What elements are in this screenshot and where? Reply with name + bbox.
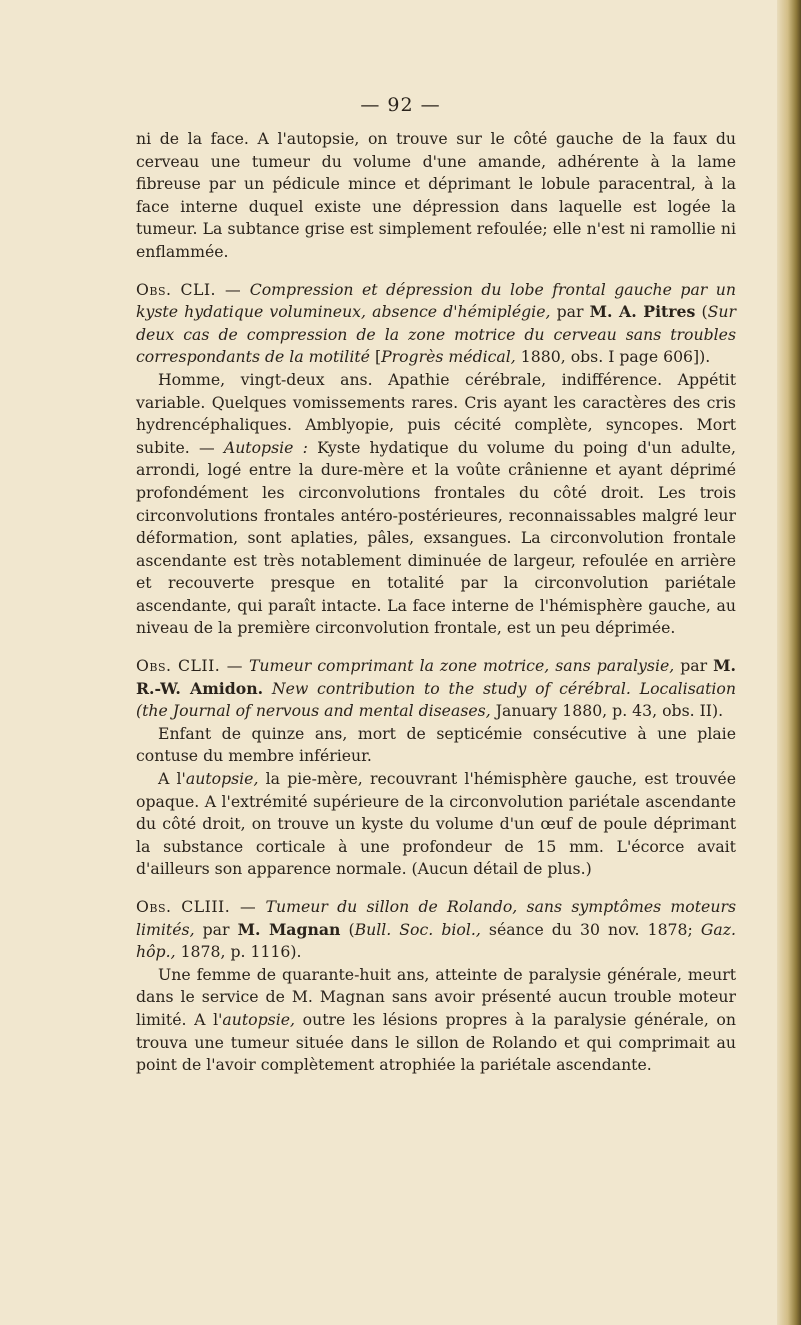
obs-152-heading	[136, 655, 736, 723]
obs-par: par	[556, 302, 584, 322]
obs-label: Obs. CLI. —	[136, 279, 242, 299]
obs-author: M. R.-W. Amidon.	[136, 656, 736, 698]
obs-151-heading	[136, 279, 736, 369]
obs-title: Tumeur comprimant la zone motrice, sans paralysie,	[248, 656, 675, 676]
obs-text-continued: la pie-mère, recouvrant l'hémisphère gauche, est trouvée opaque. A l'extrémité supérieure de la circonvolution pariétale ascendante du côté droit, on trouve un kyste du volume d'un œuf de poule déprimant la substance corticale à une profondeur de 15 mm. L'écorce avait d'ailleurs son apparence normale. (Aucun détail de plus.)	[136, 769, 736, 879]
obs-a: A l'	[194, 1009, 223, 1029]
obs-152-text: Enfant de quinze ans, mort de septicémie consécutive à une plaie contuse du membre inférieur.	[136, 723, 736, 766]
obs-text-continued: outre les lésions propres à la paralysie générale, on trouva une tumeur située dans le sillon de Rolando et qui comprimait au point de l'avoir complètement atrophiée la pariétale ascendante.	[136, 1009, 736, 1075]
obs-152-text-2	[136, 768, 736, 881]
obs-journal: Gaz. hôp.,	[136, 919, 736, 962]
obs-source-mid: séance du 30 nov. 1878;	[488, 919, 693, 939]
obs-par: par	[202, 919, 230, 939]
obs-source-title: Sur deux cas de compression de la zone motrice du cerveau sans troubles correspondants de la motilité	[136, 302, 736, 367]
obs-title: Compression et dépression du lobe frontal gauche par un kyste hydatique volumineux, absence d'hémiplégie,	[136, 279, 736, 322]
obs-text: Une femme de quarante-huit ans, atteinte de paralysie générale, meurt dans le service de M. Magnan sans avoir présenté aucun trouble moteur limité.	[136, 964, 736, 1029]
obs-source-open: (	[348, 919, 355, 939]
obs-text: Homme, vingt-deux ans. Apathie cérébrale, indifférence. Appétit variable. Quelques vomissements rares. Cris ayant les caractères des cris hydrencéphaliques. Amblyopie, puis cécité complète, syncopes. Mort subite. —	[136, 369, 736, 457]
obs-source-title: New contribution to the study of cérébral. Localisation (the Journal of nervous and mental diseases,	[136, 678, 736, 721]
obs-journal: Progrès médical,	[381, 347, 516, 367]
obs-label: Obs. CLIII. —	[136, 897, 257, 916]
autopsie-label: Autopsie :	[223, 437, 308, 457]
obs-153-text	[136, 964, 736, 1077]
obs-153-heading	[136, 896, 736, 964]
autopsie-label: autopsie,	[222, 1009, 296, 1029]
page-number: — 92 —	[360, 94, 441, 116]
page-body	[136, 128, 736, 1077]
obs-label: Obs. CLII. —	[136, 656, 243, 676]
obs-source-rest: 1878, p. 1116).	[180, 942, 302, 962]
obs-source-rest: 1880, obs. I page 606]).	[520, 347, 711, 367]
autopsie-label: autopsie,	[185, 769, 259, 789]
obs-author: M. A. Pitres	[589, 302, 696, 322]
page-edge-shadow	[777, 0, 801, 1325]
obs-title: Tumeur du sillon de Rolando, sans symptômes moteurs limités,	[136, 897, 736, 939]
paragraph-continuation: ni de la face. A l'autopsie, on trouve sur le côté gauche de la faux du cerveau une tumeur du volume d'une amande, adhérente à la lame fibreuse par un pédicule mince et déprimant le lobule paracentral, à la face interne duquel existe une dépression dans laquelle est logée la tumeur. La subtance grise est simplement refoulée; elle n'est ni ramollie ni enflammée.	[136, 129, 736, 261]
obs-151-text	[136, 369, 736, 640]
obs-source-rest: January 1880, p. 43, obs. II).	[495, 701, 724, 721]
obs-source-title: Bull. Soc. biol.,	[354, 919, 481, 939]
obs-bracket-open: [	[374, 347, 382, 367]
obs-text-continued: Kyste hydatique du volume du poing d'un adulte, arrondi, logé entre la dure-mère et la voûte crânienne et ayant déprimé profondément les circonvolutions frontales du côté droit. Les trois circonvolutions frontales antéro-postérieures, reconnaissables malgré leur déformation, sont aplaties, pâles, exsangues. La circonvolution frontale ascendante est très notablement diminuée de largeur, refoulée en arrière et recouverte presque en totalité par la circonvolution pariétale ascendante, qui paraît intacte. La face interne de l'hémisphère gauche, au niveau de la première circonvolution frontale, est un peu déprimée.	[136, 437, 736, 638]
obs-author: M. Magnan	[237, 919, 341, 939]
obs-par: par	[680, 656, 708, 676]
obs-source-open: (	[701, 302, 708, 322]
obs-a: A l'	[158, 769, 186, 789]
